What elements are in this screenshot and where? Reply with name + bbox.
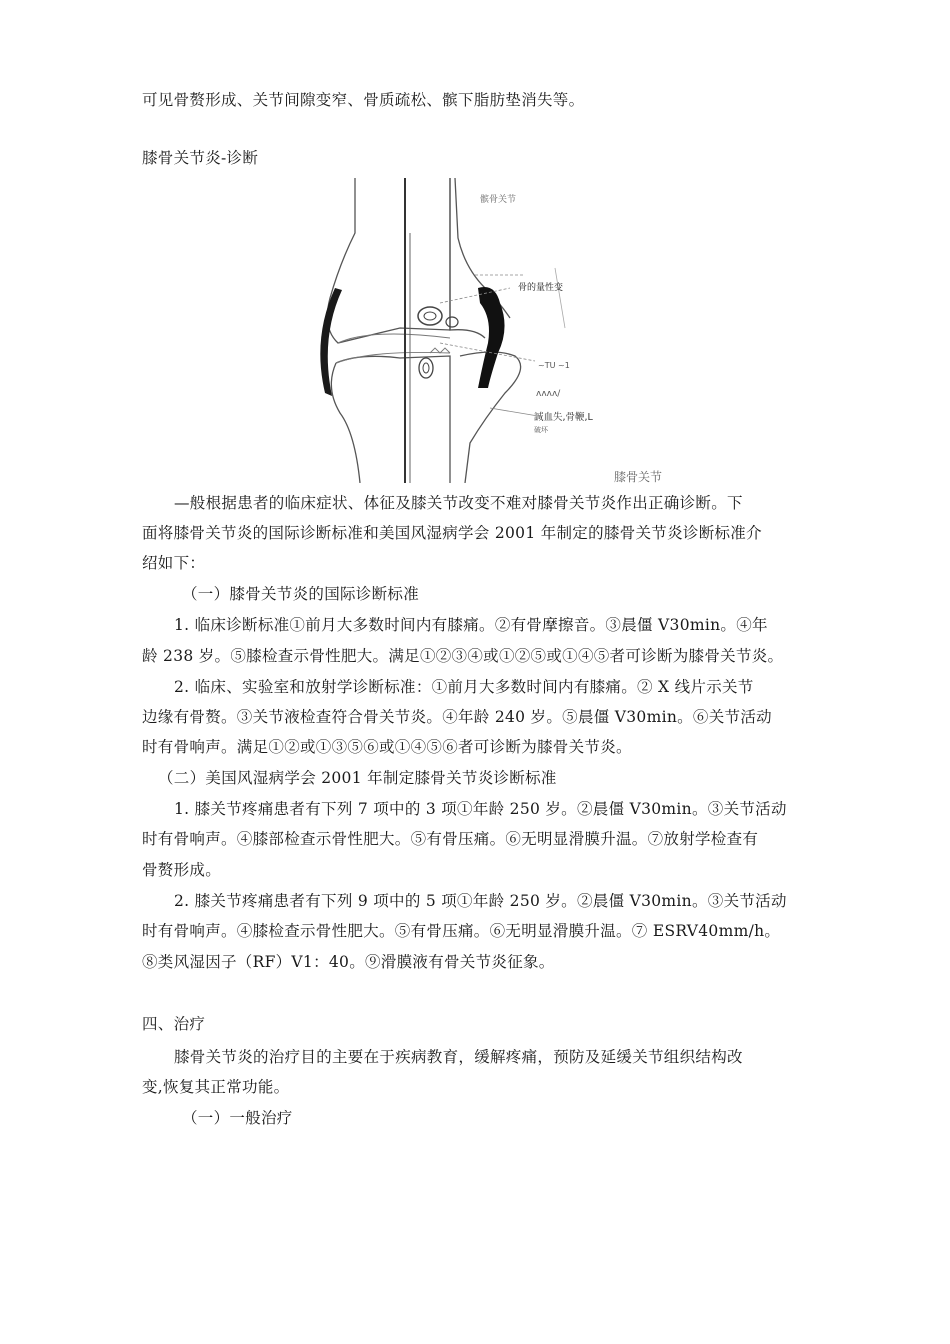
figure-caption: 膝骨关节 bbox=[614, 470, 663, 483]
item1-line-2: 龄 238 岁。⑤膝检查示骨性肥大。满足①②③④或①②⑤或①④⑤者可诊断为膝骨关节炎。 bbox=[142, 647, 784, 665]
item4-line-3: ⑧类风湿因子（RF）V1：40。⑨滑膜液有骨关节炎征象。 bbox=[142, 953, 555, 971]
item2-line-1: 2. 临床、实验室和放射学诊断标准：①前月大多数时间内有膝痛。② X 线片示关节 bbox=[174, 678, 754, 696]
section-diagnosis-title: 膝骨关节炎-诊断 bbox=[142, 149, 259, 167]
item3-line-1: 1. 膝关节疼痛患者有下列 7 项中的 3 项①年龄 250 岁。②晨僵 V30min。③关节活动 bbox=[174, 800, 787, 818]
section-treatment-title: 四、治疗 bbox=[142, 1015, 206, 1033]
figure-label-top: 髌骨关节 bbox=[480, 195, 517, 205]
sub3-title: （一）一般治疗 bbox=[182, 1109, 293, 1127]
figure-label-loss2: 破坏 bbox=[534, 426, 548, 434]
item4-line-1: 2. 膝关节疼痛患者有下列 9 项中的 5 项①年龄 250 岁。②晨僵 V30min。③关节活动 bbox=[174, 892, 787, 910]
para2-line-2: 变,恢复其正常功能。 bbox=[142, 1078, 290, 1096]
intro-line: 可见骨赘形成、关节间隙变窄、骨质疏松、髌下脂肪垫消失等。 bbox=[142, 91, 585, 109]
sub2-title: （二）美国风湿病学会 2001 年制定膝骨关节炎诊断标准 bbox=[158, 769, 557, 787]
item2-line-2: 边缘有骨赘。③关节液检查符合骨关节炎。④年龄 240 岁。⑤晨僵 V30min。⑥关节活动 bbox=[142, 708, 772, 726]
para1-line-3: 绍如下： bbox=[142, 554, 206, 572]
para2-line-1: 膝骨关节炎的治疗目的主要在于疾病教育，缓解疼痛，预防及延缓关节组织结构改 bbox=[174, 1048, 743, 1066]
sub1-title: （一）膝骨关节炎的国际诊断标准 bbox=[182, 585, 420, 603]
item3-line-2: 时有骨响声。④膝部检查示骨性肥大。⑤有骨压痛。⑥无明显滑膜升温。⑦放射学检查有 bbox=[142, 830, 759, 848]
knee-joint-diagram bbox=[300, 178, 700, 483]
figure-label-wave: ʌʌʌʌ/ bbox=[536, 389, 561, 399]
para1-line-1: —般根据患者的临床症状、体征及膝关节改变不难对膝骨关节炎作出正确诊断。下 bbox=[174, 494, 743, 512]
figure-label-loss1: 誠血失,骨鞭,L bbox=[534, 412, 593, 423]
figure-label-bone: 骨的量性变 bbox=[518, 283, 564, 293]
figure-label-mid: ~TU ~1 bbox=[538, 361, 570, 370]
item3-line-3: 骨赘形成。 bbox=[142, 861, 222, 879]
item1-line-1: 1. 临床诊断标准①前月大多数时间内有膝痛。②有骨摩擦音。③晨僵 V30min。④年 bbox=[174, 616, 768, 634]
item4-line-2: 时有骨响声。④膝检查示骨性肥大。⑤有骨压痛。⑥无明显滑膜升温。⑦ ESRV40mm/h。 bbox=[142, 922, 781, 940]
item2-line-3: 时有骨响声。满足①②或①③⑤⑥或①④⑤⑥者可诊断为膝骨关节炎。 bbox=[142, 738, 632, 756]
para1-line-2: 面将膝骨关节炎的国际诊断标准和美国风湿病学会 2001 年制定的膝骨关节炎诊断标准介 bbox=[142, 524, 762, 542]
